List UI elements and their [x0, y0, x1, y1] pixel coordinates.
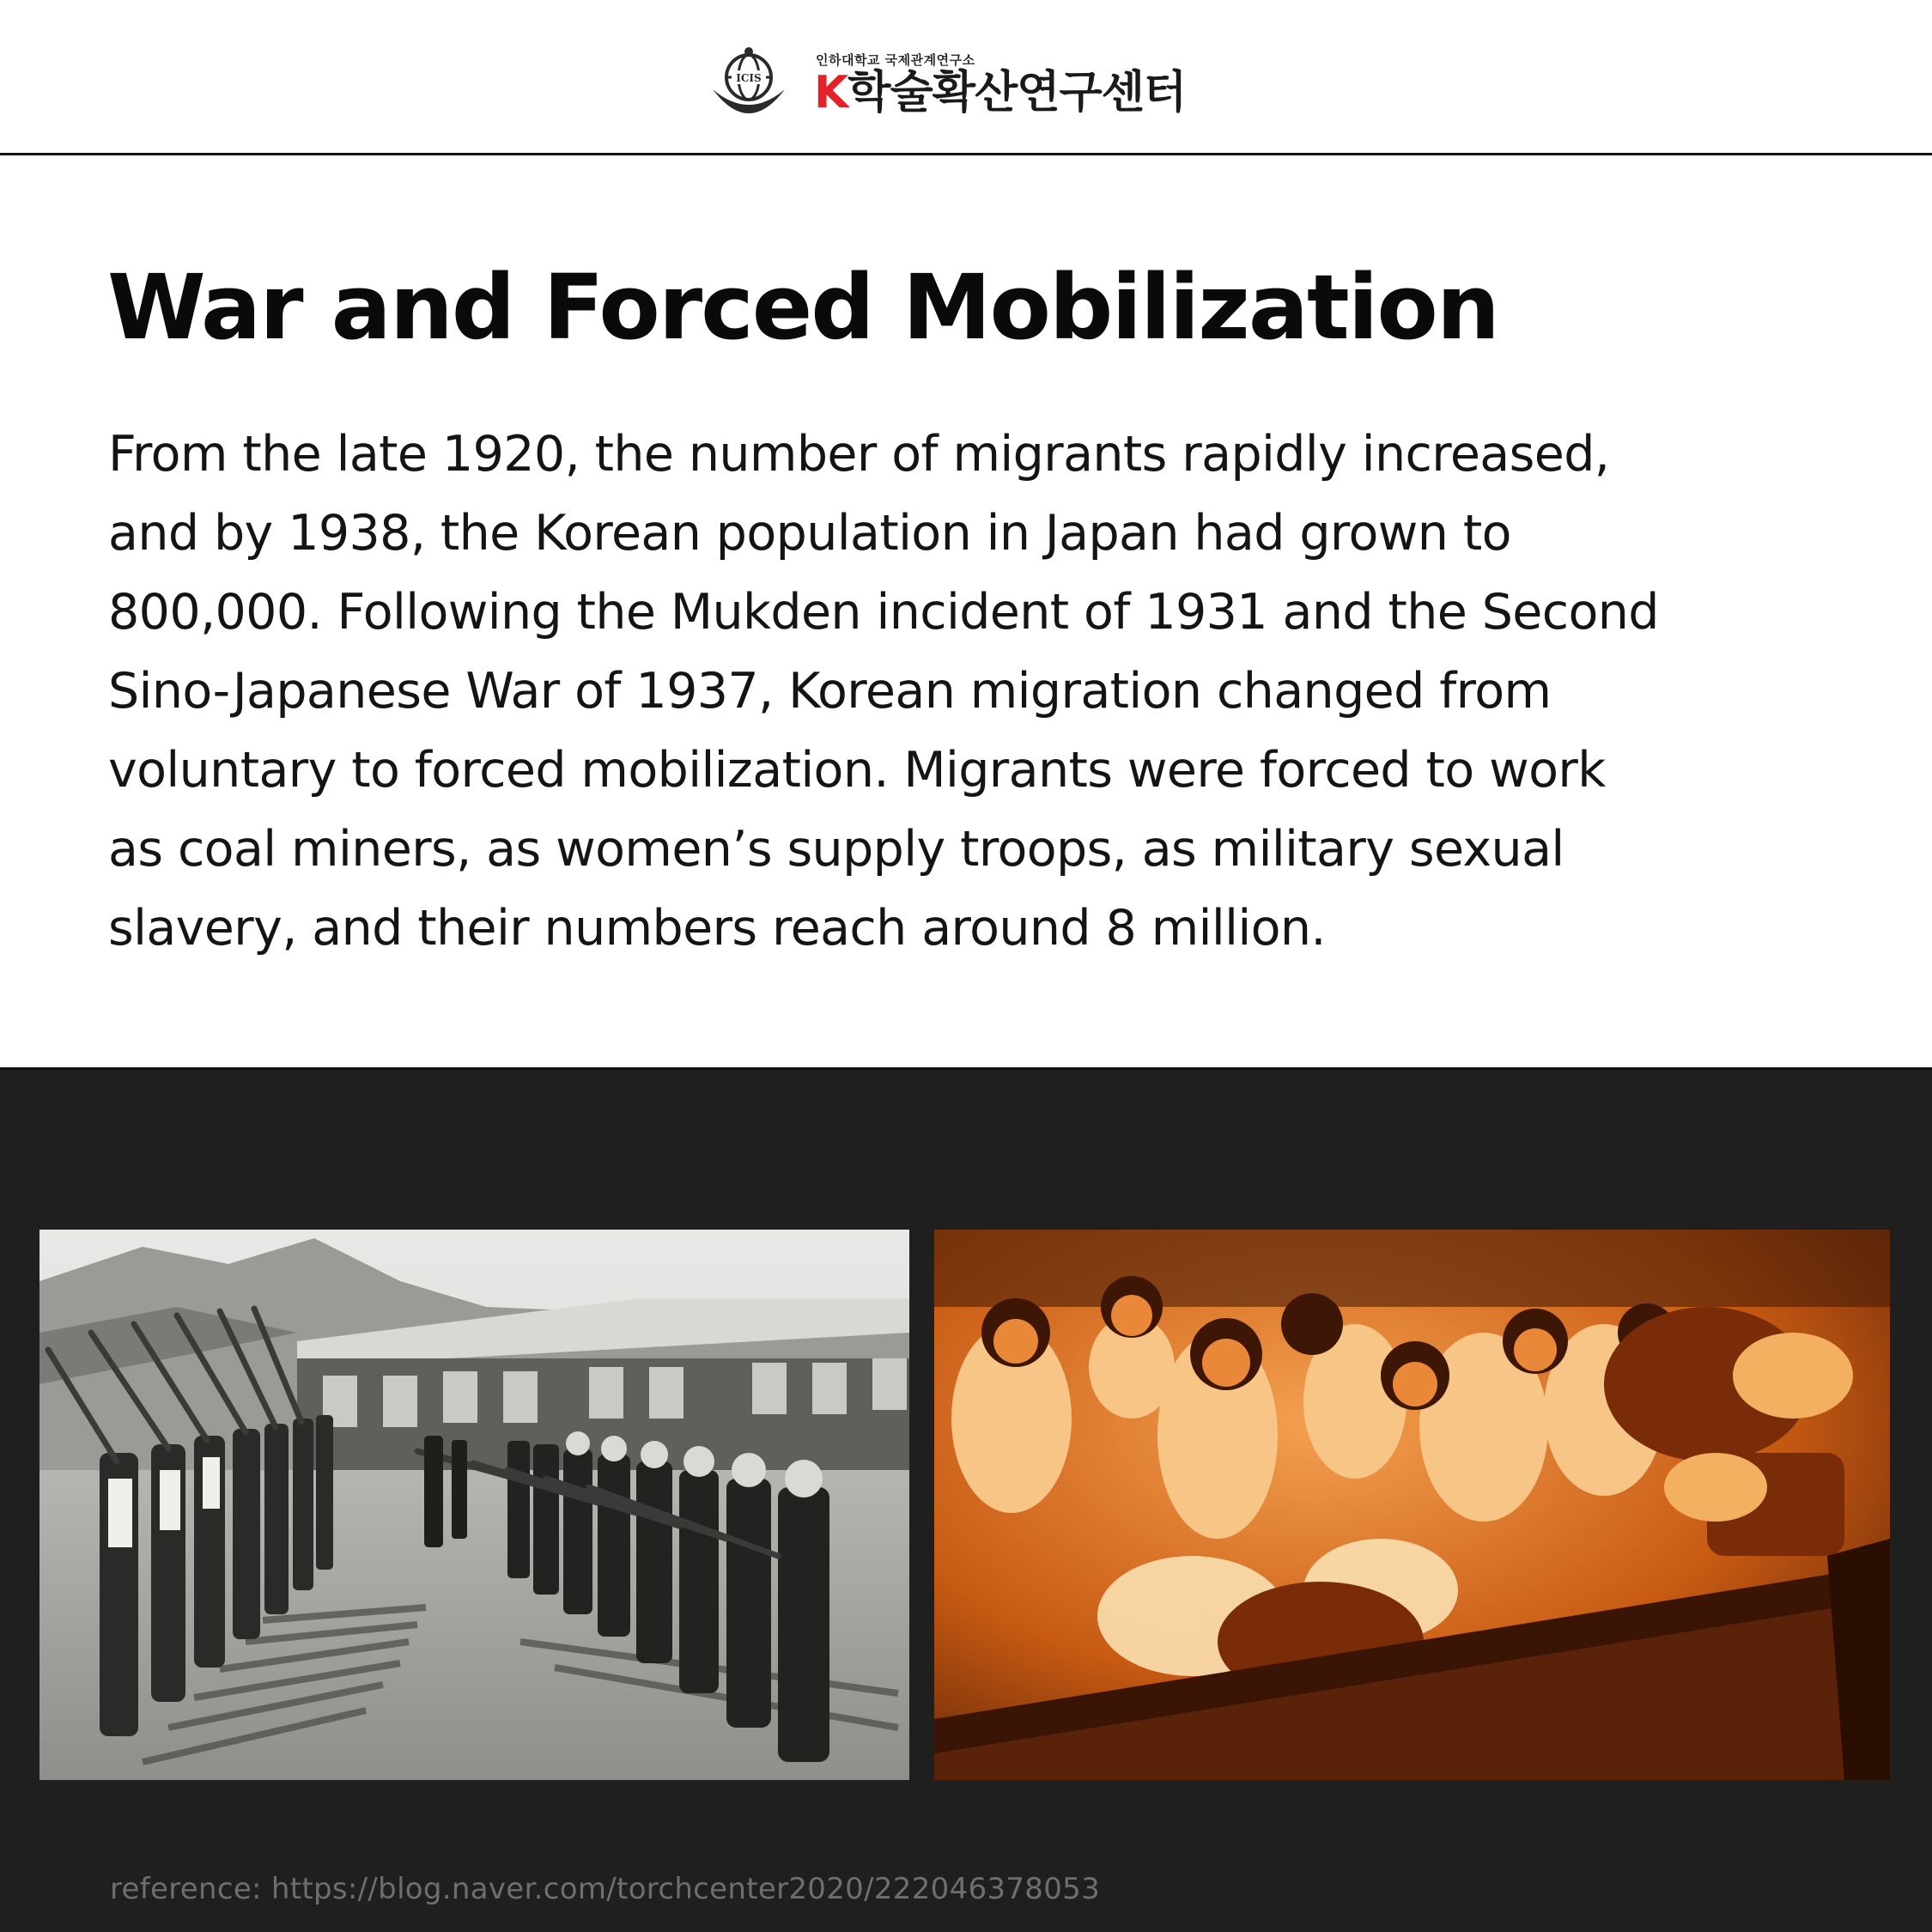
- logo-k: K: [814, 67, 848, 118]
- article: [0, 155, 1932, 1068]
- article-body: [108, 415, 1843, 968]
- reference-link[interactable]: reference: https://blog.naver.com/torchcenter2020/222046378053: [110, 1872, 1101, 1906]
- photo-section: [0, 1070, 1932, 1932]
- logo-subtitle: 인하대학교 국제관계연구소: [816, 52, 975, 68]
- body-line: Sino-Japanese War of 1937, Korean migration changed from: [108, 663, 1552, 720]
- logo-name: 학술확산연구센터: [848, 67, 1187, 118]
- body-line: From the late 1920, the number of migrants rapidly increased,: [108, 426, 1610, 483]
- students-rifle-drill-photo: [39, 1230, 909, 1780]
- svg-text:ICIS: ICIS: [736, 72, 762, 84]
- body-line: as coal miners, as women’s supply troops, as military sexual: [108, 821, 1564, 878]
- logo-title: [814, 67, 1186, 118]
- body-line: 800,000. Following the Mukden incident of 1931 and the Second: [108, 584, 1659, 641]
- page-title: War and Forced Mobilization: [107, 255, 1498, 360]
- body-line: slavery, and their numbers reach around 8 million.: [108, 900, 1326, 957]
- logo[interactable]: [706, 45, 1230, 131]
- body-line: and by 1938, the Korean population in Japan had grown to: [108, 505, 1511, 562]
- women-migrants-truck-photo: [934, 1230, 1890, 1780]
- body-line: voluntary to forced mobilization. Migrants were forced to work: [108, 742, 1606, 799]
- icis-emblem-icon: [706, 45, 792, 131]
- header: [0, 0, 1932, 155]
